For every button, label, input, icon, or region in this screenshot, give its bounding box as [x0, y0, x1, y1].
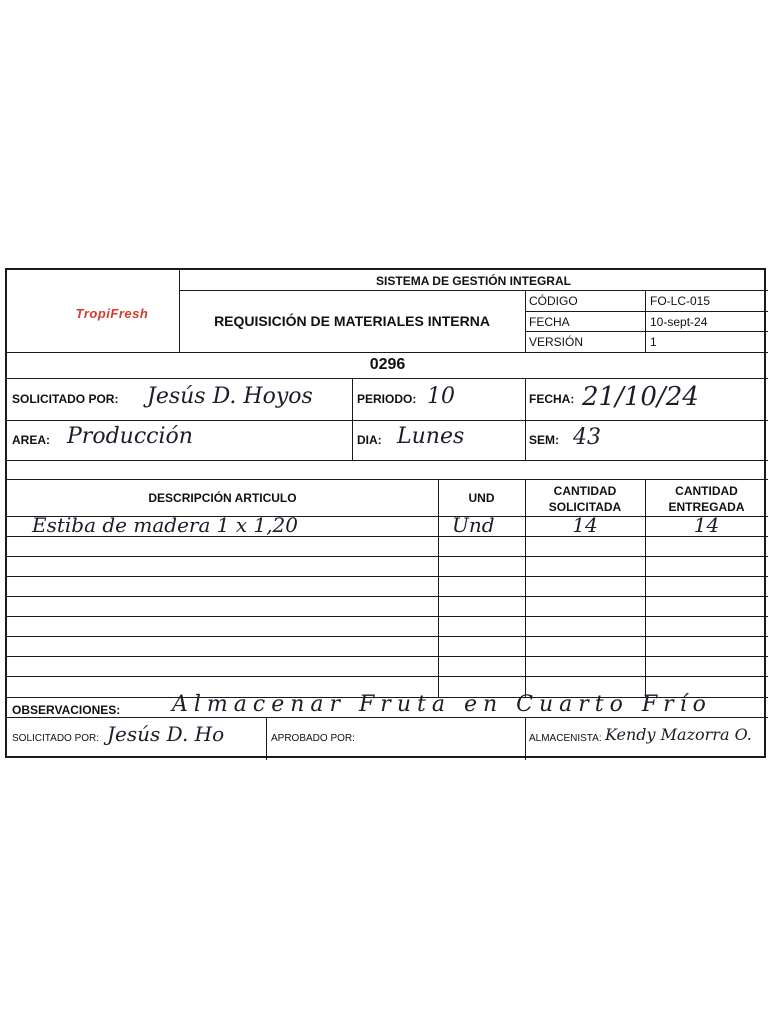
col-und: UND: [468, 491, 495, 505]
codigo-value: FO-LC-015: [650, 294, 711, 308]
solicitado-label: SOLICITADO POR:: [12, 392, 119, 406]
table-row-entregada: 14: [693, 513, 720, 537]
dia-value: Lunes: [397, 424, 465, 449]
version-value: 1: [650, 335, 657, 349]
form-title: REQUISICIÓN DE MATERIALES INTERNA: [214, 313, 490, 329]
footer-aprobado-label: APROBADO POR:: [271, 733, 355, 744]
codigo-label: CÓDIGO: [529, 294, 578, 308]
sem-value: 43: [573, 425, 601, 450]
col-cantidad-solicitada: CANTIDAD SOLICITADA: [548, 484, 622, 514]
fecha-info-label: FECHA:: [529, 392, 575, 406]
fecha-value: 10-sept-24: [650, 315, 708, 329]
fecha-info-value: 21/10/24: [582, 382, 699, 412]
area-value: Producción: [67, 424, 193, 449]
fecha-label: FECHA: [529, 315, 570, 329]
system-title: SISTEMA DE GESTIÓN INTEGRAL: [376, 274, 571, 288]
periodo-value: 10: [427, 384, 455, 409]
periodo-label: PERIODO:: [357, 392, 417, 406]
footer-solicitado-label: SOLICITADO POR:: [12, 733, 100, 744]
footer-almacenista-label: ALMACENISTA:: [529, 733, 602, 744]
sem-label: SEM:: [529, 433, 559, 447]
version-label: VERSIÓN: [529, 335, 584, 349]
solicitado-value: Jesús D. Hoyos: [147, 384, 313, 409]
col-descripcion: DESCRIPCIÓN ARTICULO: [148, 491, 297, 505]
requisition-form: [5, 268, 766, 758]
observaciones-value: Almacenar Fruta en Cuarto Frío: [172, 692, 712, 717]
area-label: AREA:: [12, 433, 50, 447]
table-row-und: Und: [452, 513, 495, 537]
table-row-solicitada: 14: [572, 513, 598, 537]
footer-solicitado-signature: Jesús D. Ho: [107, 722, 225, 746]
dia-label: DIA:: [357, 433, 382, 447]
table-row-descripcion: Estiba de madera 1 x 1,20: [32, 513, 298, 537]
col-cantidad-entregada: CANTIDAD ENTREGADA: [668, 484, 745, 514]
form-number: 0296: [369, 356, 406, 373]
observaciones-label: OBSERVACIONES:: [12, 703, 121, 717]
brand-logo: TropiFresh: [75, 306, 149, 321]
footer-almacenista-signature: Kendy Mazorra O.: [605, 725, 752, 744]
